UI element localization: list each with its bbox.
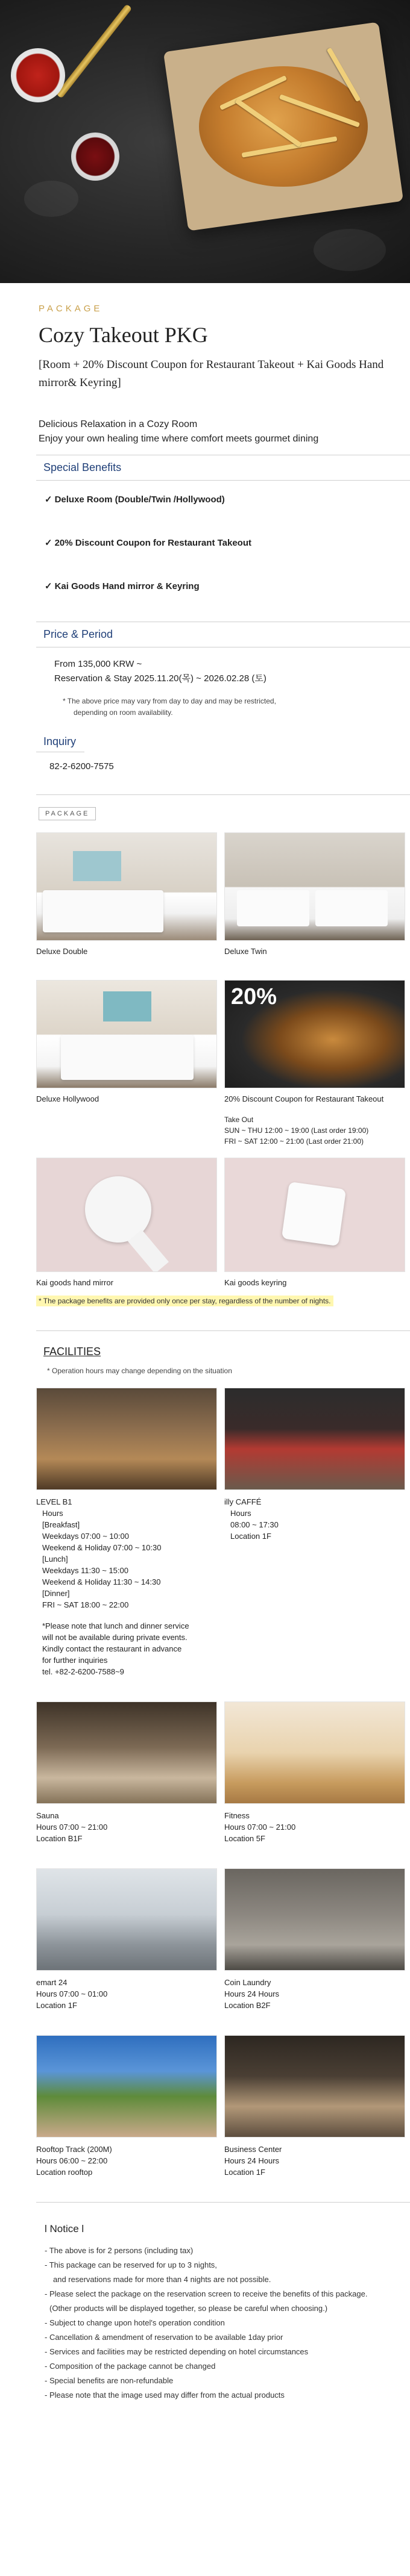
facilities-heading: FACILITIES xyxy=(43,1346,101,1358)
price-note-1: * The above price may vary from day to day and may be restricted, xyxy=(63,697,276,705)
laundry-photo xyxy=(224,1868,405,1971)
divider xyxy=(36,2202,410,2203)
gallery-caption: Deluxe Double xyxy=(36,947,88,956)
notice-line: - Please select the package on the reservation screen to receive the benefits of this package. xyxy=(45,2289,368,2298)
gallery-caption: Deluxe Twin xyxy=(224,947,267,956)
benefit-item xyxy=(45,537,410,548)
notice-line: - Special benefits are non-refundable xyxy=(45,2376,174,2385)
facility-location: Location 1F xyxy=(230,1532,271,1541)
facility-row xyxy=(36,1868,405,2011)
intro-line-2: Enjoy your own healing time where comfort meets gourmet dining xyxy=(39,434,319,444)
hours-line: Weekend & Holiday 07:00 ~ 10:30 xyxy=(42,1543,162,1552)
facility-note xyxy=(42,1620,217,1677)
gallery-caption: 20% Discount Coupon for Restaurant Takeout xyxy=(224,1094,384,1103)
inquiry-phone[interactable]: 82-2-6200-7575 xyxy=(49,761,114,772)
takeout-hours-1: SUN ~ THU 12:00 ~ 19:00 (Last order 19:00) xyxy=(224,1126,369,1135)
hours-line: [Lunch] xyxy=(42,1555,68,1564)
facility-item xyxy=(36,1868,217,2011)
sauce-bowl-icon xyxy=(71,133,119,181)
business-center-photo xyxy=(224,2035,405,2138)
gallery-notice: * The package benefits are provided only once per stay, regardless of the number of nights. xyxy=(36,1296,333,1306)
facility-hours-value: 08:00 ~ 17:30 xyxy=(230,1520,279,1529)
facility-item xyxy=(36,2035,217,2178)
facility-row xyxy=(36,1701,405,1844)
price-heading: Price & Period xyxy=(43,628,113,640)
gallery-notice-wrap xyxy=(36,1296,410,1306)
gallery-item xyxy=(224,980,405,1147)
gallery-tag: PACKAGE xyxy=(39,807,96,820)
price-note-2: depending on room availability. xyxy=(74,708,173,717)
notice-line: - Composition of the package cannot be changed xyxy=(45,2362,216,2371)
facility-item xyxy=(36,1701,217,1844)
facility-item xyxy=(224,1701,405,1844)
facility-name: Coin Laundry xyxy=(224,1978,271,1987)
price-from: From 135,000 KRW ~ xyxy=(54,659,142,669)
facility-location: Location 1F xyxy=(224,2168,265,2177)
fitness-photo xyxy=(224,1701,405,1804)
gallery-caption: Kai goods keyring xyxy=(224,1278,287,1287)
notice-line: - This package can be reserved for up to 3 nights, xyxy=(45,2260,217,2269)
package-content xyxy=(0,304,410,2403)
sauna-photo xyxy=(36,1701,217,1804)
hours-line: Weekdays 11:30 ~ 15:00 xyxy=(42,1566,128,1575)
gallery-item xyxy=(224,1158,405,1287)
fork-icon xyxy=(56,4,132,98)
divider xyxy=(36,1330,410,1331)
cafe-photo xyxy=(224,1388,405,1490)
notice-line: - Cancellation & amendment of reservation to be available 1day prior xyxy=(45,2333,283,2342)
hours-line: [Dinner] xyxy=(42,1589,70,1598)
intro-line-1: Delicious Relaxation in a Cozy Room xyxy=(39,419,198,429)
facility-row xyxy=(36,2035,405,2178)
gallery-row xyxy=(36,1158,405,1287)
check-icon: ✓ xyxy=(45,538,52,548)
facility-hours: Hours 07:00 ~ 21:00 xyxy=(36,1823,108,1832)
rooftop-photo xyxy=(36,2035,217,2138)
fried-chicken-pile xyxy=(199,66,368,187)
emart-photo xyxy=(36,1868,217,1971)
facility-hours xyxy=(42,1508,217,1611)
facility-location: Location 5F xyxy=(224,1834,265,1843)
notice-line: - Subject to change upon hotel's operation condition xyxy=(45,2318,225,2327)
hero-food-photo xyxy=(0,0,410,283)
note-line: *Please note that lunch and dinner service xyxy=(42,1621,189,1630)
notice-line: - The above is for 2 persons (including tax) xyxy=(45,2246,194,2255)
facility-hours: Hours 07:00 ~ 21:00 xyxy=(224,1823,296,1832)
facility-name: Business Center xyxy=(224,2145,282,2154)
facility-row xyxy=(36,1388,405,1677)
hours-line: Weekend & Holiday 11:30 ~ 14:30 xyxy=(42,1577,161,1586)
benefit-label: 20% Discount Coupon for Restaurant Takeout xyxy=(54,538,251,548)
facility-hours: Hours xyxy=(230,1509,251,1518)
hours-line: FRI ~ SAT 18:00 ~ 22:00 xyxy=(42,1600,129,1609)
notice-line: and reservations made for more than 4 nights are not possible. xyxy=(53,2275,271,2284)
room-photo xyxy=(36,980,217,1088)
note-line: will not be available during private events. xyxy=(42,1633,188,1642)
facility-hours: Hours 24 Hours xyxy=(224,2156,280,2165)
room-photo xyxy=(36,832,217,941)
restaurant-photo xyxy=(36,1388,217,1490)
gallery-row xyxy=(36,980,405,1147)
gallery-item xyxy=(224,832,405,956)
package-subtitle: [Room + 20% Discount Coupon for Restaurant Takeout + Kai Goods Hand mirror& Keyring] xyxy=(39,358,384,389)
gallery-item xyxy=(36,1158,217,1287)
divider xyxy=(36,480,410,481)
facility-name: Sauna xyxy=(36,1811,59,1820)
facility-hours: Hours 07:00 ~ 01:00 xyxy=(36,1989,108,1998)
facility-item xyxy=(224,1868,405,2011)
gallery-tag-wrap xyxy=(39,807,410,820)
benefits-heading: Special Benefits xyxy=(43,461,122,473)
inquiry-heading: Inquiry xyxy=(43,735,77,747)
hours-line: Weekdays 07:00 ~ 10:00 xyxy=(42,1532,129,1541)
benefit-label: Deluxe Room (Double/Twin /Hollywood) xyxy=(54,494,225,505)
facility-name: LEVEL B1 xyxy=(36,1497,72,1506)
notice-line: - Please note that the image used may differ from the actual products xyxy=(45,2390,285,2400)
package-tag: PACKAGE xyxy=(39,304,103,314)
discount-badge: 20% xyxy=(231,984,277,1009)
notice-line: (Other products will be displayed together, so please be careful when choosing.) xyxy=(49,2304,328,2313)
note-line: Kindly contact the restaurant in advance xyxy=(42,1644,182,1653)
facility-location: Location B1F xyxy=(36,1834,83,1843)
facility-location: Location B2F xyxy=(224,2001,271,2010)
facility-name: Rooftop Track (200M) xyxy=(36,2145,112,2154)
gallery-caption: Kai goods hand mirror xyxy=(36,1278,113,1287)
facilities-subnote: * Operation hours may change depending on the situation xyxy=(47,1367,232,1375)
facility-name: emart 24 xyxy=(36,1978,68,1987)
facility-name: Fitness xyxy=(224,1811,250,1820)
gallery-caption: Deluxe Hollywood xyxy=(36,1094,99,1103)
package-intro xyxy=(39,417,410,446)
takeout-hours-2: FRI ~ SAT 12:00 ~ 21:00 (Last order 21:00) xyxy=(224,1137,364,1146)
note-line: for further inquiries xyxy=(42,1656,108,1665)
notice-title: l Notice l xyxy=(45,2223,84,2235)
benefit-item xyxy=(45,494,410,505)
price-period: Reservation & Stay 2025.11.20(목) ~ 2026.02.28 (토) xyxy=(54,673,266,684)
gallery-row xyxy=(36,832,405,956)
notice-list xyxy=(45,2244,410,2403)
benefit-item xyxy=(45,581,410,591)
facility-hours: Hours 24 Hours xyxy=(224,1989,280,1998)
notice-line: - Services and facilities may be restricted depending on hotel circumstances xyxy=(45,2347,309,2356)
facility-location: Location 1F xyxy=(36,2001,77,2010)
coupon-photo xyxy=(224,980,405,1088)
gallery-item xyxy=(36,980,217,1147)
facility-name: illy CAFFÉ xyxy=(224,1497,262,1506)
hand-mirror-photo xyxy=(36,1158,217,1272)
page-title: Cozy Takeout PKG xyxy=(39,323,208,347)
check-icon: ✓ xyxy=(45,581,52,591)
facility-item xyxy=(224,1388,405,1677)
room-photo xyxy=(224,832,405,941)
facility-hours: Hours 06:00 ~ 22:00 xyxy=(36,2156,108,2165)
check-icon: ✓ xyxy=(45,494,52,505)
divider xyxy=(36,794,410,795)
benefit-label: Kai Goods Hand mirror & Keyring xyxy=(54,581,200,591)
ketchup-bowl-icon xyxy=(11,48,65,102)
facility-item xyxy=(36,1388,217,1677)
facility-location: Location rooftop xyxy=(36,2168,93,2177)
hours-line: [Breakfast] xyxy=(42,1520,80,1529)
keyring-photo xyxy=(224,1158,405,1272)
takeout-label: Take Out xyxy=(224,1115,254,1124)
hours-line: Hours xyxy=(42,1509,63,1518)
gallery-item xyxy=(36,832,217,956)
facility-item xyxy=(224,2035,405,2178)
note-line: tel. +82-2-6200-7588~9 xyxy=(42,1667,124,1676)
